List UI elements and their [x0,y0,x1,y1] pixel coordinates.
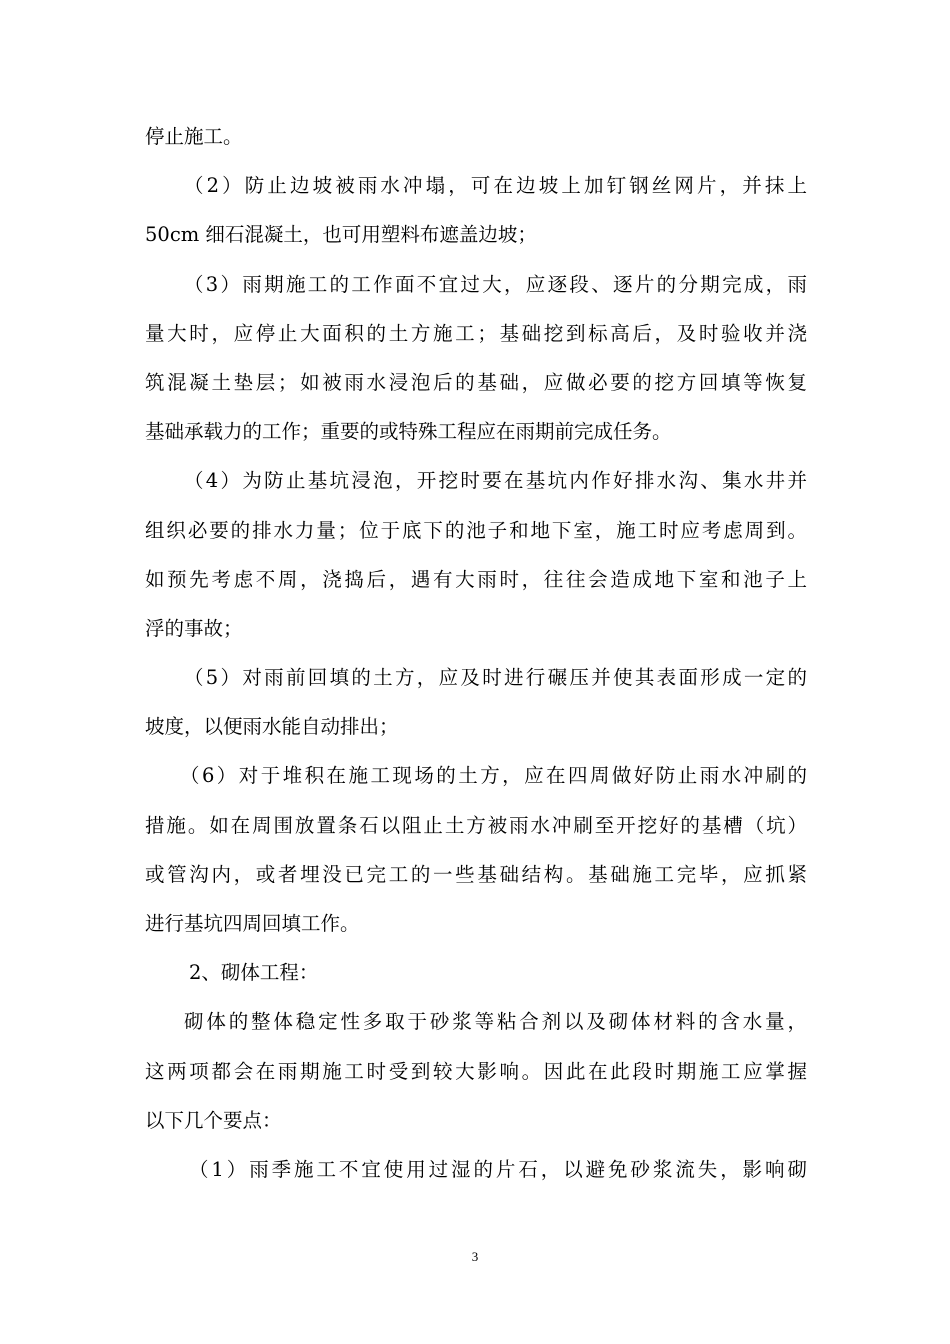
text-line: 砌体的整体稳定性多取于砂浆等粘合剂以及砌体材料的含水量， [184,1010,807,1034]
text-line: 50cm 细石混凝土，也可用塑料布遮盖边坡； [145,223,537,247]
text-line: （2）防止边坡被雨水冲塌，可在边坡上加钉钢丝网片，并抹上 [184,174,807,198]
text-line: （5）对雨前回填的土方，应及时进行碾压并使其表面形成一定的 [184,666,807,690]
text-line: 基础承载力的工作；重要的或特殊工程应在雨期前完成任务。 [145,420,672,444]
text-line: 量大时，应停止大面积的土方施工；基础挖到标高后，及时验收并浇 [145,321,807,345]
text-line: 以下几个要点： [145,1108,282,1132]
text-line: （3）雨期施工的工作面不宜过大，应逐段、逐片的分期完成，雨 [184,272,807,296]
text-line: （4）为防止基坑浸泡，开挖时要在基坑内作好排水沟、集水井并 [184,469,807,493]
text-line: 筑混凝土垫层；如被雨水浸泡后的基础，应做必要的挖方回填等恢复 [145,370,807,394]
text-line: 浮的事故； [145,616,243,640]
text-line: 措施。如在周围放置条石以阻止土方被雨水冲刷至开挖好的基槽（坑） [145,813,807,837]
text-line: 组织必要的排水力量；位于底下的池子和地下室，施工时应考虑周到。 [145,518,807,542]
text-line: 如预先考虑不周，浇捣后，遇有大雨时，往往会造成地下室和池子上 [145,567,807,591]
text-line: （6）对于堆积在施工现场的土方，应在四周做好防止雨水冲刷的 [180,764,807,788]
text-line: 坡度，以便雨水能自动排出； [145,715,399,739]
text-line: （1）雨季施工不宜使用过湿的片石，以避免砂浆流失，影响砌 [189,1157,807,1181]
page-number: 3 [471,1249,479,1264]
text-line: 或管沟内，或者埋没已完工的一些基础结构。基础施工完毕，应抓紧 [145,862,807,886]
body-text [145,112,807,1194]
text-line: 进行基坑四周回填工作。 [145,912,360,935]
text-line: 这两项都会在雨期施工时受到较大影响。因此在此段时期施工应掌握 [145,1059,807,1083]
text-line: 停止施工。 [145,125,243,148]
section-heading: 2、砌体工程： [189,961,319,985]
